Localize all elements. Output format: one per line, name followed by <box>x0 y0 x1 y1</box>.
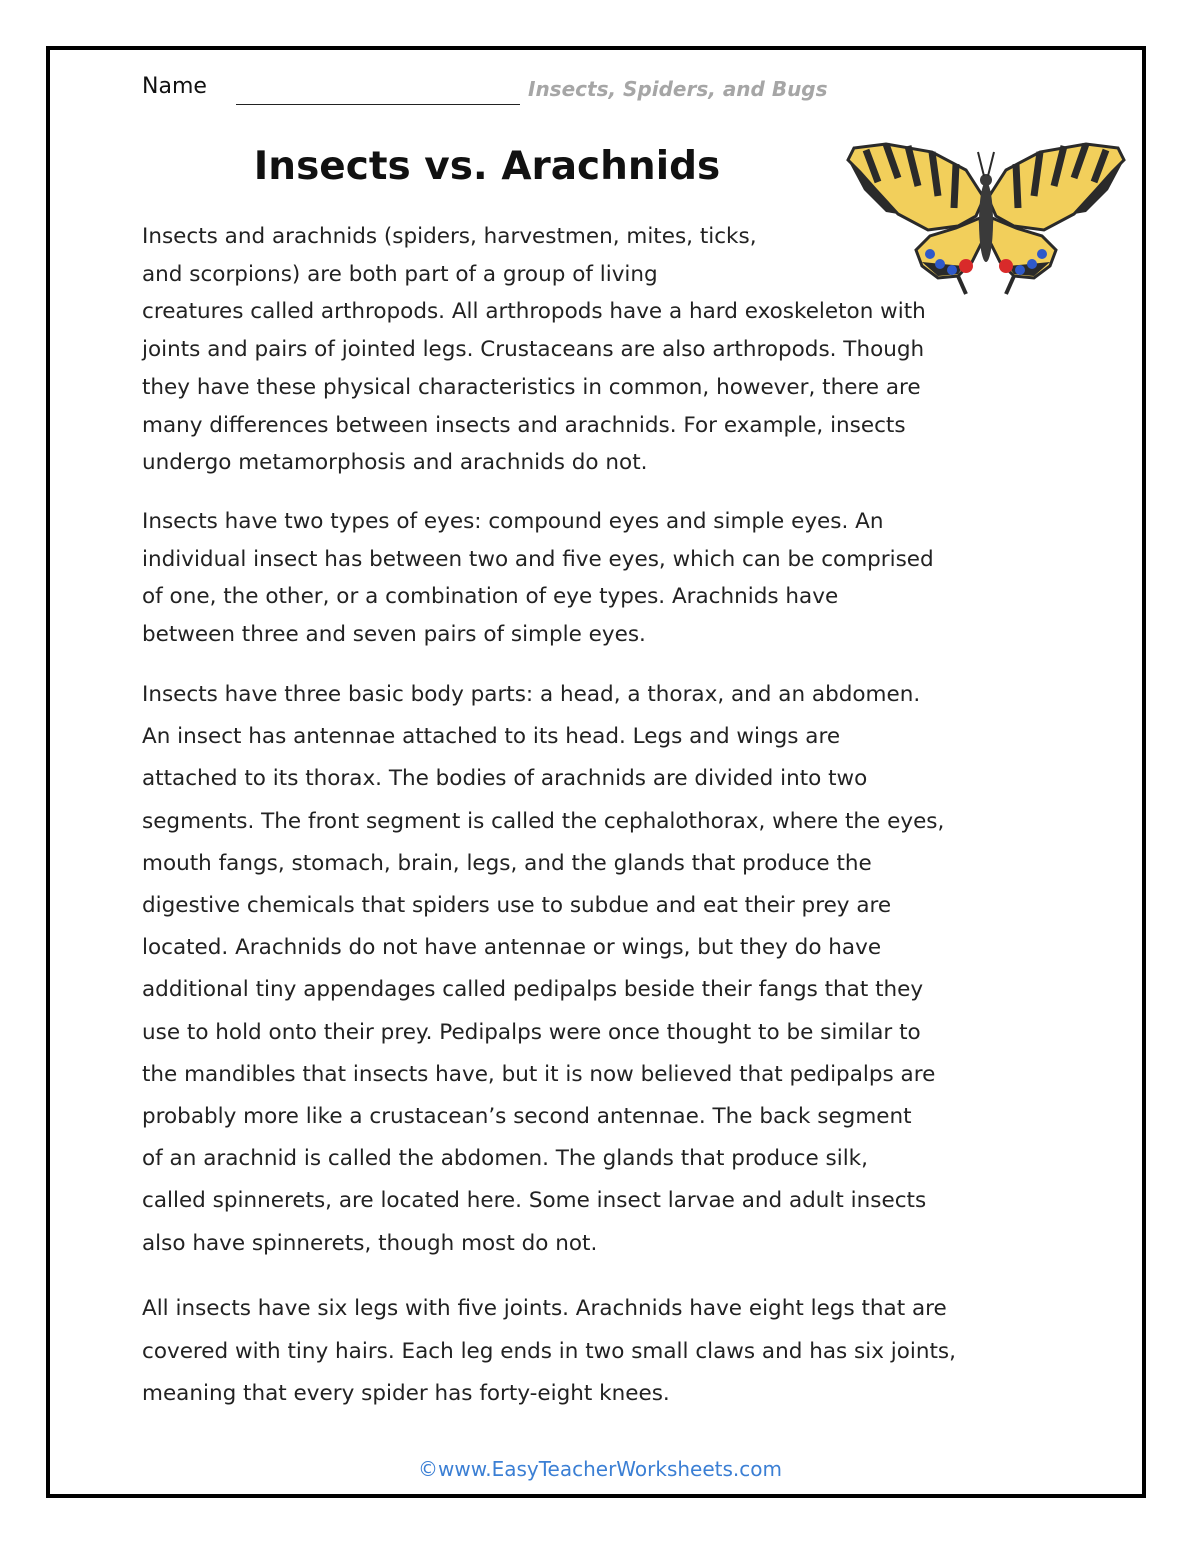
text-line: between three and seven pairs of simple eyes. <box>142 622 646 648</box>
text-line: the mandibles that insects have, but it is now believed that pedipalps are <box>142 1061 936 1087</box>
name-label: Name <box>142 74 207 99</box>
page-title: Insects vs. Arachnids <box>253 144 721 189</box>
text-line: Insects have three basic body parts: a head, a thorax, and an abdomen. <box>142 682 921 707</box>
copyright-link[interactable]: ©www.EasyTeacherWorksheets.com <box>417 1457 782 1481</box>
text-line: they have these physical characteristics in common, however, there are <box>142 374 921 400</box>
text-line: individual insect has between two and five eyes, which can be comprised <box>142 546 934 572</box>
paragraph-body-parts <box>142 674 1072 1265</box>
text-line: digestive chemicals that spiders use to subdue and eat their prey are <box>142 893 892 919</box>
paragraph-legs <box>142 1288 1072 1416</box>
text-line: use to hold onto their prey. Pedipalps were once thought to be similar to <box>142 1019 921 1045</box>
text-line: of one, the other, or a combination of eye types. Arachnids have <box>142 584 839 610</box>
text-line: An insect has antennae attached to its head. Legs and wings are <box>142 724 841 750</box>
text-line: covered with tiny hairs. Each leg ends in two small claws and has six joints, <box>142 1338 956 1364</box>
text-line: attached to its thorax. The bodies of arachnids are divided into two <box>142 766 868 792</box>
name-blank-line[interactable] <box>236 104 520 105</box>
text-line: located. Arachnids do not have antennae or wings, but they do have <box>142 935 882 961</box>
text-line: All insects have six legs with five joints. Arachnids have eight legs that are <box>142 1296 947 1321</box>
text-line: mouth fangs, stomach, brain, legs, and the glands that produce the <box>142 850 872 876</box>
series-title: Insects, Spiders, and Bugs <box>528 77 828 101</box>
text-line: meaning that every spider has forty-eight knees. <box>142 1381 670 1406</box>
text-line: Insects and arachnids (spiders, harvestmen, mites, ticks, <box>142 224 757 249</box>
text-line: creatures called arthropods. All arthropods have a hard exoskeleton with <box>142 299 926 325</box>
paragraph-eyes <box>142 503 1072 654</box>
text-line: probably more like a crustacean’s second antennae. The back segment <box>142 1104 912 1130</box>
text-line: many differences between insects and arachnids. For example, insects <box>142 412 906 438</box>
text-line: called spinnerets, are located here. Some insect larvae and adult insects <box>142 1188 927 1214</box>
text-line: of an arachnid is called the abdomen. The glands that produce silk, <box>142 1146 868 1172</box>
text-line: Insects have two types of eyes: compound eyes and simple eyes. An <box>142 509 884 534</box>
text-line: additional tiny appendages called pedipalps beside their fangs that they <box>142 977 924 1003</box>
text-line: segments. The front segment is called the cephalothorax, where the eyes, <box>142 808 945 834</box>
text-line: and scorpions) are both part of a group of living <box>142 261 658 287</box>
paragraph-intro <box>142 218 1072 482</box>
text-line: undergo metamorphosis and arachnids do not. <box>142 450 648 476</box>
text-line: also have spinnerets, though most do not. <box>142 1230 598 1256</box>
text-line: joints and pairs of jointed legs. Crustaceans are also arthropods. Though <box>142 337 925 363</box>
